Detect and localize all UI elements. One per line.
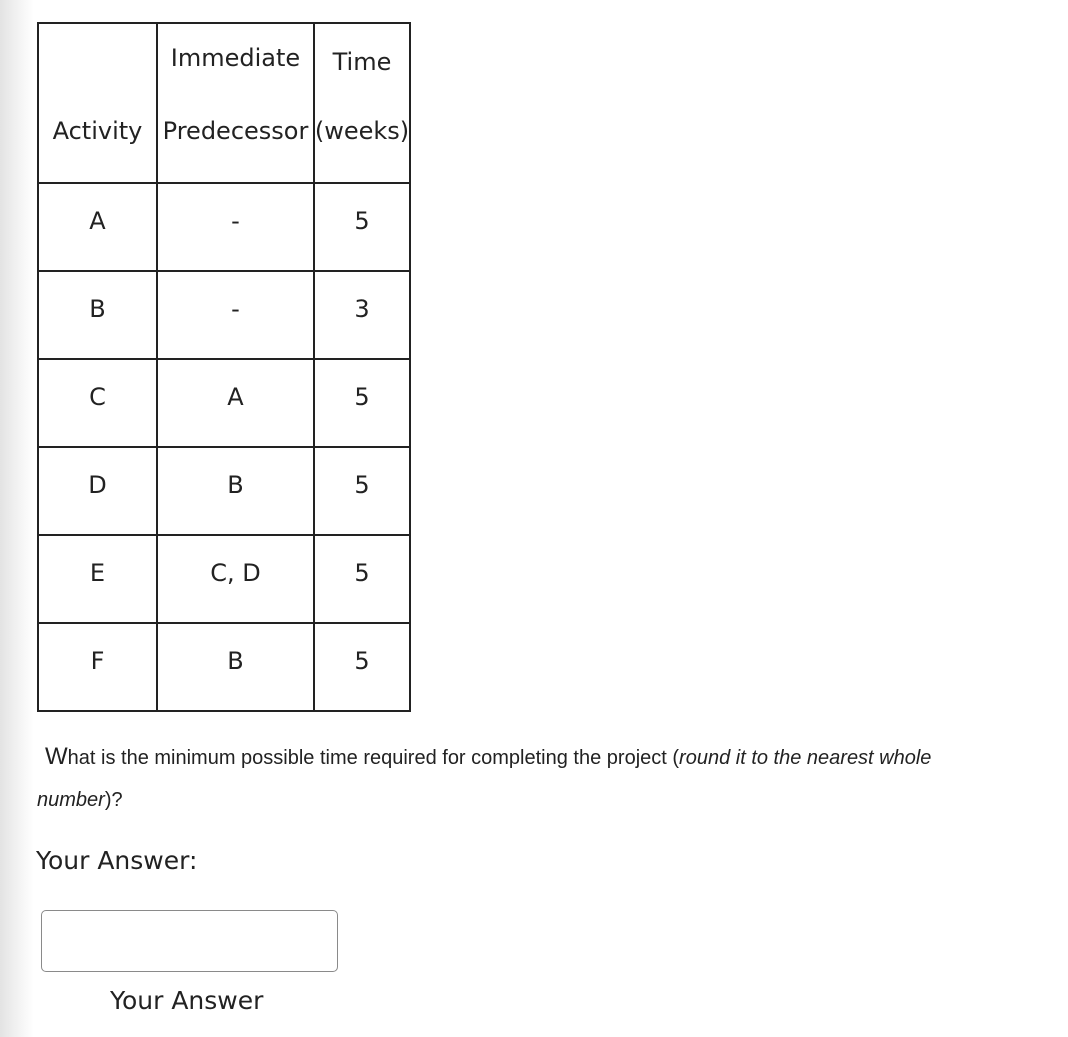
header-predecessor-top: Immediate xyxy=(170,44,301,72)
cell-activity: C xyxy=(38,359,157,447)
question-end: )? xyxy=(104,789,123,811)
cell-time: 5 xyxy=(314,359,410,447)
table-row xyxy=(38,271,410,359)
question-first-letter: W xyxy=(45,743,68,770)
cell-predecessor: B xyxy=(157,623,314,711)
header-time-bottom: (weeks) xyxy=(314,117,410,145)
table-row xyxy=(38,359,410,447)
answer-input[interactable] xyxy=(41,910,338,972)
cell-time: 5 xyxy=(314,623,410,711)
cell-activity: E xyxy=(38,535,157,623)
cell-predecessor: - xyxy=(157,183,314,271)
cell-predecessor: C, D xyxy=(157,535,314,623)
your-answer-button[interactable]: Your Answer xyxy=(110,986,264,1015)
header-time xyxy=(314,23,410,183)
question-body: hat is the minimum possible time required for completing the project ( xyxy=(67,747,680,769)
cell-time: 5 xyxy=(314,535,410,623)
table-row xyxy=(38,535,410,623)
cell-predecessor: B xyxy=(157,447,314,535)
table-row xyxy=(38,447,410,535)
table-header-row xyxy=(38,23,410,183)
cell-time: 5 xyxy=(314,183,410,271)
table-row xyxy=(38,623,410,711)
cell-predecessor: A xyxy=(157,359,314,447)
cell-activity: F xyxy=(38,623,157,711)
cell-activity: D xyxy=(38,447,157,535)
question-italic-2: number xyxy=(37,789,105,811)
cell-activity: A xyxy=(38,183,157,271)
cell-activity: B xyxy=(38,271,157,359)
header-activity xyxy=(38,23,157,183)
cell-predecessor: - xyxy=(157,271,314,359)
question-text xyxy=(37,736,1062,821)
answer-label: Your Answer: xyxy=(36,846,198,875)
question-italic-1: round it to the nearest whole xyxy=(679,747,932,769)
cell-time: 3 xyxy=(314,271,410,359)
header-time-top: Time xyxy=(332,48,392,76)
header-predecessor xyxy=(157,23,314,183)
activity-table xyxy=(37,22,411,712)
cell-time: 5 xyxy=(314,447,410,535)
table-row xyxy=(38,183,410,271)
header-predecessor-bottom: Predecessor xyxy=(162,117,309,145)
page-left-shadow xyxy=(0,0,34,1037)
header-activity-label: Activity xyxy=(52,117,143,145)
